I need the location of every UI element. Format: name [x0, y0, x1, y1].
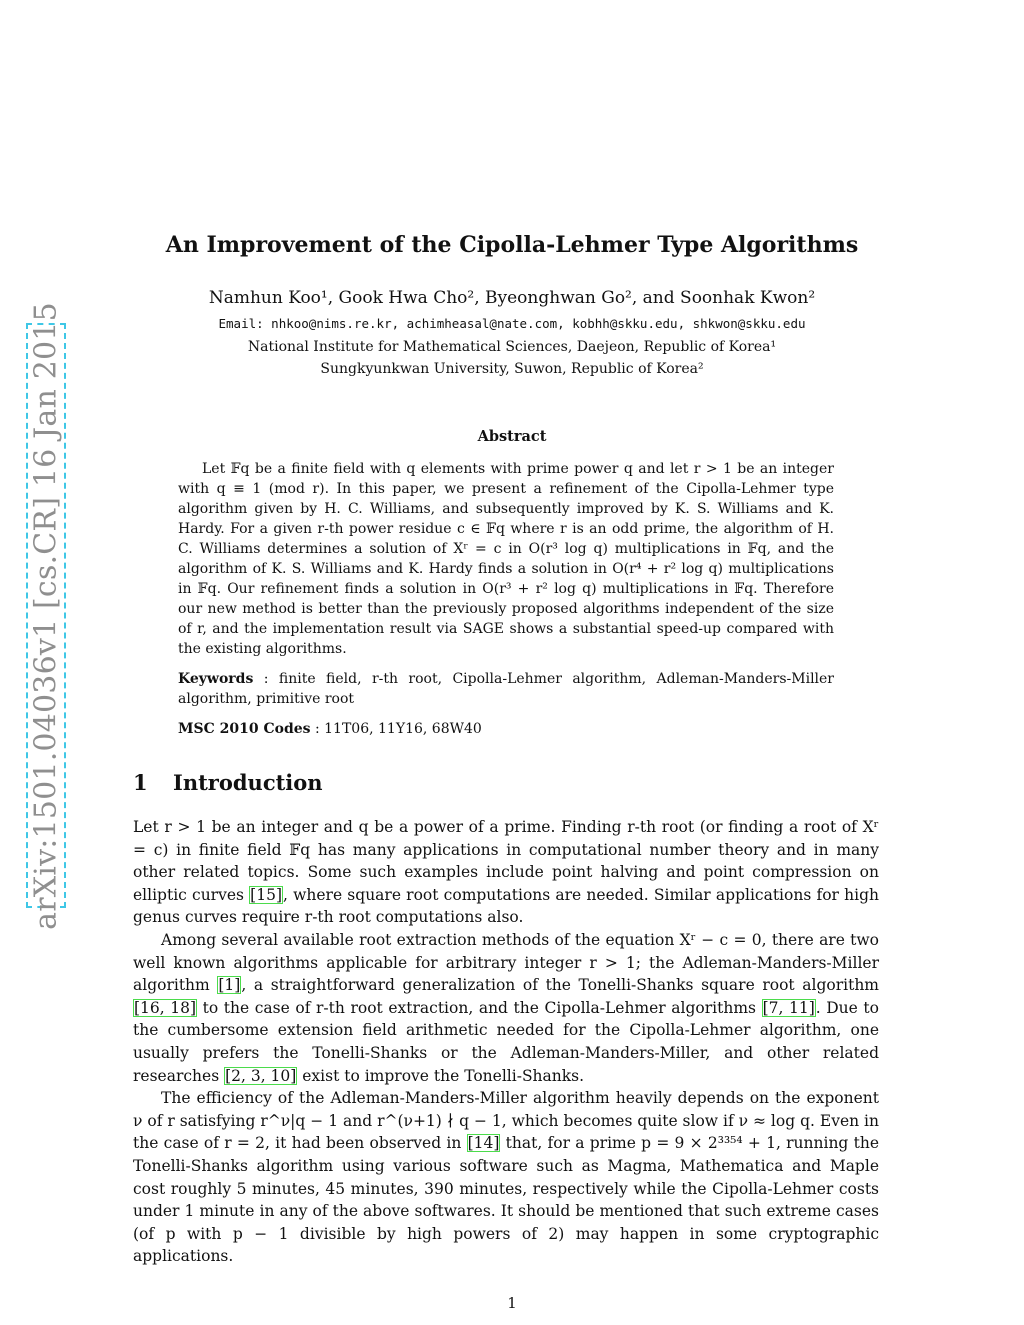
text-run: to the case of r-th root extraction, and the Cipolla-Lehmer algorithms — [197, 998, 762, 1017]
affiliation-1: National Institute for Mathematical Sciences, Daejeon, Republic of Korea¹ — [247, 339, 777, 355]
citation-link[interactable]: [7, 11] — [762, 998, 815, 1017]
arxiv-stamp-text[interactable]: arXiv:1501.04036v1 [cs.CR] 16 Jan 2015 — [28, 301, 64, 930]
text-run: that, for a prime p = 9 × 2³³⁵⁴ + 1, running the Tonelli-Shanks algorithm using various software such as Magma, Mathematica and Maple cost roughly 5 minutes, 45 minutes, 390 minutes, respectively while the Cipolla-Lehmer costs under 1 minute in any of the above softwares. It should be mentioned that such extreme cases (of p with p − 1 divisible by high powers of 2) may happen in some cryptographic applications. — [133, 1134, 879, 1266]
text-run: , where square root computations are needed. Similar applications for high genus curves require r-th root computations also. — [133, 885, 879, 927]
text-run: , a straightforward generalization of the Tonelli-Shanks square root algorithm — [241, 976, 880, 995]
keywords-label: Keywords — [178, 671, 254, 687]
author-list: Namhun Koo¹, Gook Hwa Cho², Byeonghwan Go², and Soonhak Kwon² — [208, 288, 816, 308]
page-number: 1 — [507, 1294, 517, 1312]
text-run: exist to improve the Tonelli-Shanks. — [297, 1066, 585, 1085]
citation-link[interactable]: [1] — [218, 976, 241, 995]
text-run: The efficiency of the Adleman-Manders-Miller algorithm heavily depends on the exponent ν of r satisfying r^ν|q − 1 and r^(ν+1) ∤ q − 1, which becomes quite slow if ν ≈ log q. Even in the case of r = 2, it had been observed in — [133, 1089, 879, 1153]
paper-title: An Improvement of the Cipolla-Lehmer Type Algorithms — [165, 232, 859, 258]
intro-paragraph-3 — [133, 1087, 879, 1268]
citation-link[interactable]: [15] — [250, 885, 282, 904]
keywords-text: : finite field, r-th root, Cipolla-Lehmer algorithm, Adleman-Manders-Miller algorithm, primitive root — [178, 671, 834, 707]
intro-paragraph-2 — [133, 929, 879, 1087]
arxiv-stamp — [26, 301, 66, 930]
citation-link[interactable]: [14] — [467, 1134, 500, 1153]
section-number: 1 — [133, 770, 148, 795]
citation-link[interactable]: [2, 3, 10] — [225, 1066, 297, 1085]
text-run: Among several available root extraction methods of the equation Xʳ − c = 0, there are two well known algorithms applicable for arbitrary integer r > 1; the Adleman-Manders-Miller algorithm — [133, 930, 879, 995]
abstract-text: Let 𝔽q be a finite field with q elements with prime power q and let r > 1 be an integer with q ≡ 1 (mod r). In this paper, we present a refinement of the Cipolla-Lehmer type algorithm given by H. C. Williams, and subsequently improved by K. S. Williams and K. Hardy. For a given r-th power residue c ∈ 𝔽q where r is an odd prime, the algorithm of H. C. Williams determines a solution of Xʳ = c in O(r³ log q) multiplications in 𝔽q, and the algorithm of K. S. Williams and K. Hardy finds a solution in O(r⁴ + r² log q) multiplications in 𝔽q. Our refinement finds a solution in O(r³ + r² log q) multiplications in 𝔽q. Therefore our new method is better than the previously proposed algorithms independent of the size of r, and the implementation result via SAGE shows a substantial speed-up compared with the existing algorithms. — [178, 461, 834, 657]
text-run: Let r > 1 be an integer and q be a power of a prime. Finding r-th root (or finding a root of Xʳ = c) in finite field 𝔽q has many applications in computational number theory and in many other related topics. Some such examples include point halving and point compression on elliptic curves — [133, 818, 879, 904]
introduction-body — [133, 816, 879, 1268]
msc-text: : 11T06, 11Y16, 68W40 — [310, 721, 482, 737]
citation-link[interactable]: [16, 18] — [134, 998, 197, 1017]
intro-paragraph-1 — [133, 816, 879, 929]
text-run: . Due to the cumbersome extension field arithmetic needed for the Cipolla-Lehmer algorithm, one usually prefers the Tonelli-Shanks or the Adleman-Manders-Miller, and other related researches — [133, 998, 879, 1085]
msc-codes — [178, 719, 834, 739]
abstract-heading: Abstract — [477, 428, 547, 445]
msc-label: MSC 2010 Codes — [178, 721, 311, 737]
keywords — [178, 669, 834, 709]
author-emails[interactable]: Email: nhkoo@nims.re.kr, achimheasal@nate.com, kobhh@skku.edu, shkwon@skku.edu — [218, 316, 806, 331]
section-heading — [133, 770, 323, 795]
section-title: Introduction — [173, 770, 323, 795]
affiliation-2: Sungkyunkwan University, Suwon, Republic of Korea² — [320, 361, 704, 377]
